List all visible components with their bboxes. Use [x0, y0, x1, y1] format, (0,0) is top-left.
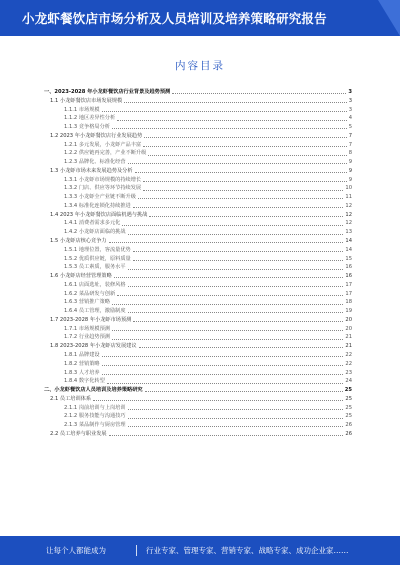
toc-leader-dots [102, 356, 344, 357]
toc-entry-label: 1.5 小龙虾店核心竞争力 [50, 238, 107, 245]
toc-entry[interactable] [40, 114, 352, 123]
toc-entry[interactable] [40, 333, 352, 342]
toc-entry[interactable] [40, 255, 352, 264]
toc-entry-page: 25 [345, 395, 352, 402]
toc-entry-page: 14 [345, 238, 352, 245]
toc-entry[interactable] [40, 395, 352, 404]
toc-leader-dots [145, 391, 343, 392]
toc-leader-dots [149, 216, 343, 217]
toc-entry-page: 3 [348, 89, 352, 95]
toc-entry[interactable] [40, 246, 352, 255]
toc-entry-label: 1.4.1 消费者需求多元化 [64, 220, 121, 227]
table-of-contents [40, 88, 352, 508]
header-decoration [378, 0, 400, 36]
toc-leader-dots [107, 383, 344, 384]
toc-entry-label: 2.1.1 岗前培训与上岗培训 [64, 404, 126, 411]
toc-entry-label: 1.5.1 地理位置，客流量优势 [64, 246, 131, 253]
toc-leader-dots [128, 286, 344, 287]
toc-leader-dots [112, 339, 343, 340]
toc-leader-dots [102, 365, 344, 366]
toc-leader-dots [144, 137, 347, 138]
toc-entry-label: 1.8.4 数字化转型 [64, 378, 105, 385]
toc-entry-label: 1.8.3 人才培养 [64, 369, 100, 376]
toc-entry-label: 1.2.3 品牌化、标准化经营 [64, 159, 126, 166]
toc-entry[interactable] [40, 369, 352, 378]
toc-entry[interactable] [40, 281, 352, 290]
toc-leader-dots [143, 181, 347, 182]
toc-entry[interactable] [40, 412, 352, 421]
toc-entry[interactable] [40, 263, 352, 272]
header-bar [0, 0, 400, 36]
toc-entry-page: 18 [345, 299, 352, 306]
toc-entry[interactable] [40, 290, 352, 299]
toc-entry-page: 9 [348, 176, 352, 183]
toc-entry[interactable] [40, 106, 352, 115]
toc-leader-dots [128, 418, 344, 419]
toc-entry[interactable] [40, 237, 352, 246]
toc-entry-page: 8 [348, 150, 352, 157]
toc-entry-label: 1.3.1 小龙虾市场规模的持续增长 [64, 176, 142, 183]
toc-leader-dots [109, 435, 344, 436]
toc-entry-page: 25 [345, 404, 352, 411]
document-title: 小龙虾餐饮店市场分析及人员培训及培养策略研究报告 [22, 11, 327, 26]
toc-leader-dots [128, 234, 344, 235]
toc-leader-dots [112, 128, 347, 129]
footer-tagline: 行业专家、管理专家、营销专家、战略专家、成功企业家…… [146, 546, 349, 555]
toc-entry[interactable] [40, 298, 352, 307]
toc-leader-dots [109, 242, 344, 243]
toc-entry-page: 17 [345, 281, 352, 288]
toc-heading: 内容目录 [175, 60, 225, 72]
toc-leader-dots [93, 400, 343, 401]
toc-leader-dots [148, 155, 346, 156]
toc-leader-dots [117, 120, 347, 121]
toc-entry-page: 23 [345, 369, 352, 376]
toc-entry-label: 1.2 2023 年小龙虾餐饮店行业发展趋势 [50, 132, 143, 139]
footer-slogan: 让每个人都能成为 [46, 546, 106, 555]
toc-entry[interactable] [40, 176, 352, 185]
toc-entry[interactable] [40, 316, 352, 325]
toc-entry-label: 1.5.2 优质供应链，原料质量 [64, 255, 131, 262]
toc-leader-dots [102, 111, 347, 112]
toc-entry-page: 16 [345, 273, 352, 280]
toc-entry-label: 1.2.1 多元发展，小龙虾产品丰富 [64, 141, 142, 148]
toc-entry-label: 1.3.3 小龙虾全产业链不断升级 [64, 194, 136, 201]
toc-leader-dots [139, 347, 344, 348]
toc-entry-page: 19 [345, 308, 352, 315]
toc-entry-label: 2.1 员工培训体系 [50, 395, 92, 402]
toc-entry[interactable] [40, 228, 352, 237]
toc-entry-label: 1.3 小龙虾市场未来发展趋势及分析 [50, 167, 133, 174]
toc-leader-dots [138, 198, 343, 199]
toc-entry-page: 13 [345, 229, 352, 236]
toc-entry-page: 24 [345, 378, 352, 385]
toc-entry-label: 一、2023-2028 年小龙虾餐饮店行业背景及趋势预测 [44, 89, 171, 95]
toc-entry-label: 1.6 小龙虾店经营管理策略 [50, 273, 112, 280]
toc-leader-dots [133, 321, 343, 322]
toc-entry-page: 20 [345, 316, 352, 323]
toc-entry-page: 17 [345, 290, 352, 297]
toc-entry-label: 1.6.1 店面选址，装修风格 [64, 281, 126, 288]
toc-entry[interactable] [40, 342, 352, 351]
toc-entry-page: 14 [345, 246, 352, 253]
toc-leader-dots [133, 207, 344, 208]
toc-leader-dots [135, 172, 347, 173]
toc-entry-label: 1.7 2023-2028 年小龙虾市场预测 [50, 316, 132, 323]
toc-entry[interactable] [40, 325, 352, 334]
toc-entry-label: 1.8.2 营销策略 [64, 360, 100, 367]
toc-entry-label: 1.1.1 市场规模 [64, 106, 100, 113]
toc-entry[interactable] [40, 219, 352, 228]
toc-leader-dots [128, 409, 344, 410]
toc-entry-label: 1.1 小龙虾餐饮店市场发展规模 [50, 97, 123, 104]
toc-entry-page: 12 [345, 211, 352, 218]
toc-entry[interactable] [40, 202, 352, 211]
toc-entry-label: 1.7.2 行业趋势预测 [64, 334, 110, 341]
toc-entry[interactable] [40, 149, 352, 158]
toc-entry-page: 9 [348, 167, 352, 174]
toc-entry-label: 二、小龙虾餐饮店人员培训及培养策略研究 [44, 387, 143, 394]
toc-entry-page: 25 [344, 387, 352, 394]
toc-entry[interactable] [40, 141, 352, 150]
toc-entry-page: 26 [345, 430, 352, 437]
toc-leader-dots [128, 426, 344, 427]
toc-entry-page: 12 [345, 220, 352, 227]
toc-entry[interactable] [40, 386, 352, 395]
toc-entry[interactable] [40, 421, 352, 430]
toc-entry-page: 4 [348, 115, 352, 122]
toc-entry-label: 1.4 2023 年小龙虾餐饮店面临机遇与挑战 [50, 211, 148, 218]
toc-entry-page: 15 [345, 255, 352, 262]
toc-entry[interactable] [40, 167, 352, 176]
toc-leader-dots [172, 93, 346, 94]
toc-entry[interactable] [40, 123, 352, 132]
toc-leader-dots [143, 146, 347, 147]
toc-entry-label: 2.1.3 菜品制作与厨房管理 [64, 422, 126, 429]
toc-entry-label: 1.8 2023-2028 年小龙虾店发展建议 [50, 343, 137, 350]
toc-entry-label: 1.1.3 竞争格局分析 [64, 124, 110, 131]
toc-entry-label: 1.4.2 小龙虾店面临的挑战 [64, 229, 126, 236]
toc-entry[interactable] [40, 132, 352, 141]
toc-entry-page: 7 [348, 141, 352, 148]
toc-leader-dots [112, 304, 343, 305]
toc-entry-label: 1.1.2 地区差异性分析 [64, 115, 116, 122]
toc-entry[interactable] [40, 97, 352, 106]
toc-entry-label: 1.7.1 市场规模预测 [64, 325, 110, 332]
toc-leader-dots [112, 330, 343, 331]
toc-entry[interactable] [40, 307, 352, 316]
toc-leader-dots [114, 277, 344, 278]
toc-entry-label: 1.3.4 标准化连锁化持续推进 [64, 202, 131, 209]
toc-entry-label: 1.6.4 员工管理，激励制度 [64, 308, 126, 315]
toc-entry[interactable] [40, 272, 352, 281]
toc-entry-page: 22 [345, 351, 352, 358]
toc-entry-page: 21 [345, 343, 352, 350]
toc-entry-page: 26 [345, 422, 352, 429]
toc-entry-label: 1.8.1 品牌建设 [64, 351, 100, 358]
toc-entry-label: 1.6.3 营销推广策略 [64, 299, 110, 306]
toc-entry-page: 12 [345, 202, 352, 209]
toc-entry-page: 9 [348, 159, 352, 166]
toc-entry[interactable] [40, 351, 352, 360]
toc-entry[interactable] [40, 360, 352, 369]
toc-entry-page: 16 [345, 264, 352, 271]
footer-divider [136, 545, 137, 556]
toc-entry-page: 3 [348, 97, 352, 104]
toc-entry-page: 7 [348, 132, 352, 139]
toc-leader-dots [133, 260, 344, 261]
toc-entry-label: 2.2 员工培养与职业发展 [50, 430, 107, 437]
toc-leader-dots [102, 374, 344, 375]
toc-entry[interactable] [40, 430, 352, 439]
toc-entry-page: 22 [345, 360, 352, 367]
toc-entry-label: 1.2.2 供应链再完善，产业不断升级 [64, 150, 147, 157]
toc-entry-page: 20 [345, 325, 352, 332]
toc-leader-dots [133, 251, 344, 252]
toc-leader-dots [128, 312, 344, 313]
toc-entry[interactable] [40, 184, 352, 193]
toc-entry-label: 1.3.2 门店、供应等环节持续发展 [64, 185, 142, 192]
toc-entry-page: 10 [345, 185, 352, 192]
toc-entry-label: 1.6.2 菜品研发与创新 [64, 290, 116, 297]
toc-leader-dots [128, 269, 344, 270]
toc-leader-dots [124, 102, 347, 103]
toc-entry-page: 3 [348, 106, 352, 113]
toc-leader-dots [128, 163, 347, 164]
toc-entry[interactable] [40, 377, 352, 386]
toc-leader-dots [117, 295, 343, 296]
toc-leader-dots [143, 190, 343, 191]
toc-entry[interactable] [40, 211, 352, 220]
toc-entry-page: 5 [348, 124, 352, 131]
toc-entry-label: 1.5.3 员工素质，服务水平 [64, 264, 126, 271]
toc-entry[interactable] [40, 404, 352, 413]
toc-entry-page: 21 [345, 334, 352, 341]
toc-entry-label: 2.1.2 服务技能与沟通技巧 [64, 413, 126, 420]
toc-entry-page: 11 [345, 194, 352, 201]
toc-entry-page: 25 [345, 413, 352, 420]
toc-entry[interactable] [40, 158, 352, 167]
footer-bar [0, 536, 400, 565]
toc-entry[interactable] [40, 193, 352, 202]
toc-entry[interactable] [40, 88, 352, 97]
toc-leader-dots [122, 225, 343, 226]
